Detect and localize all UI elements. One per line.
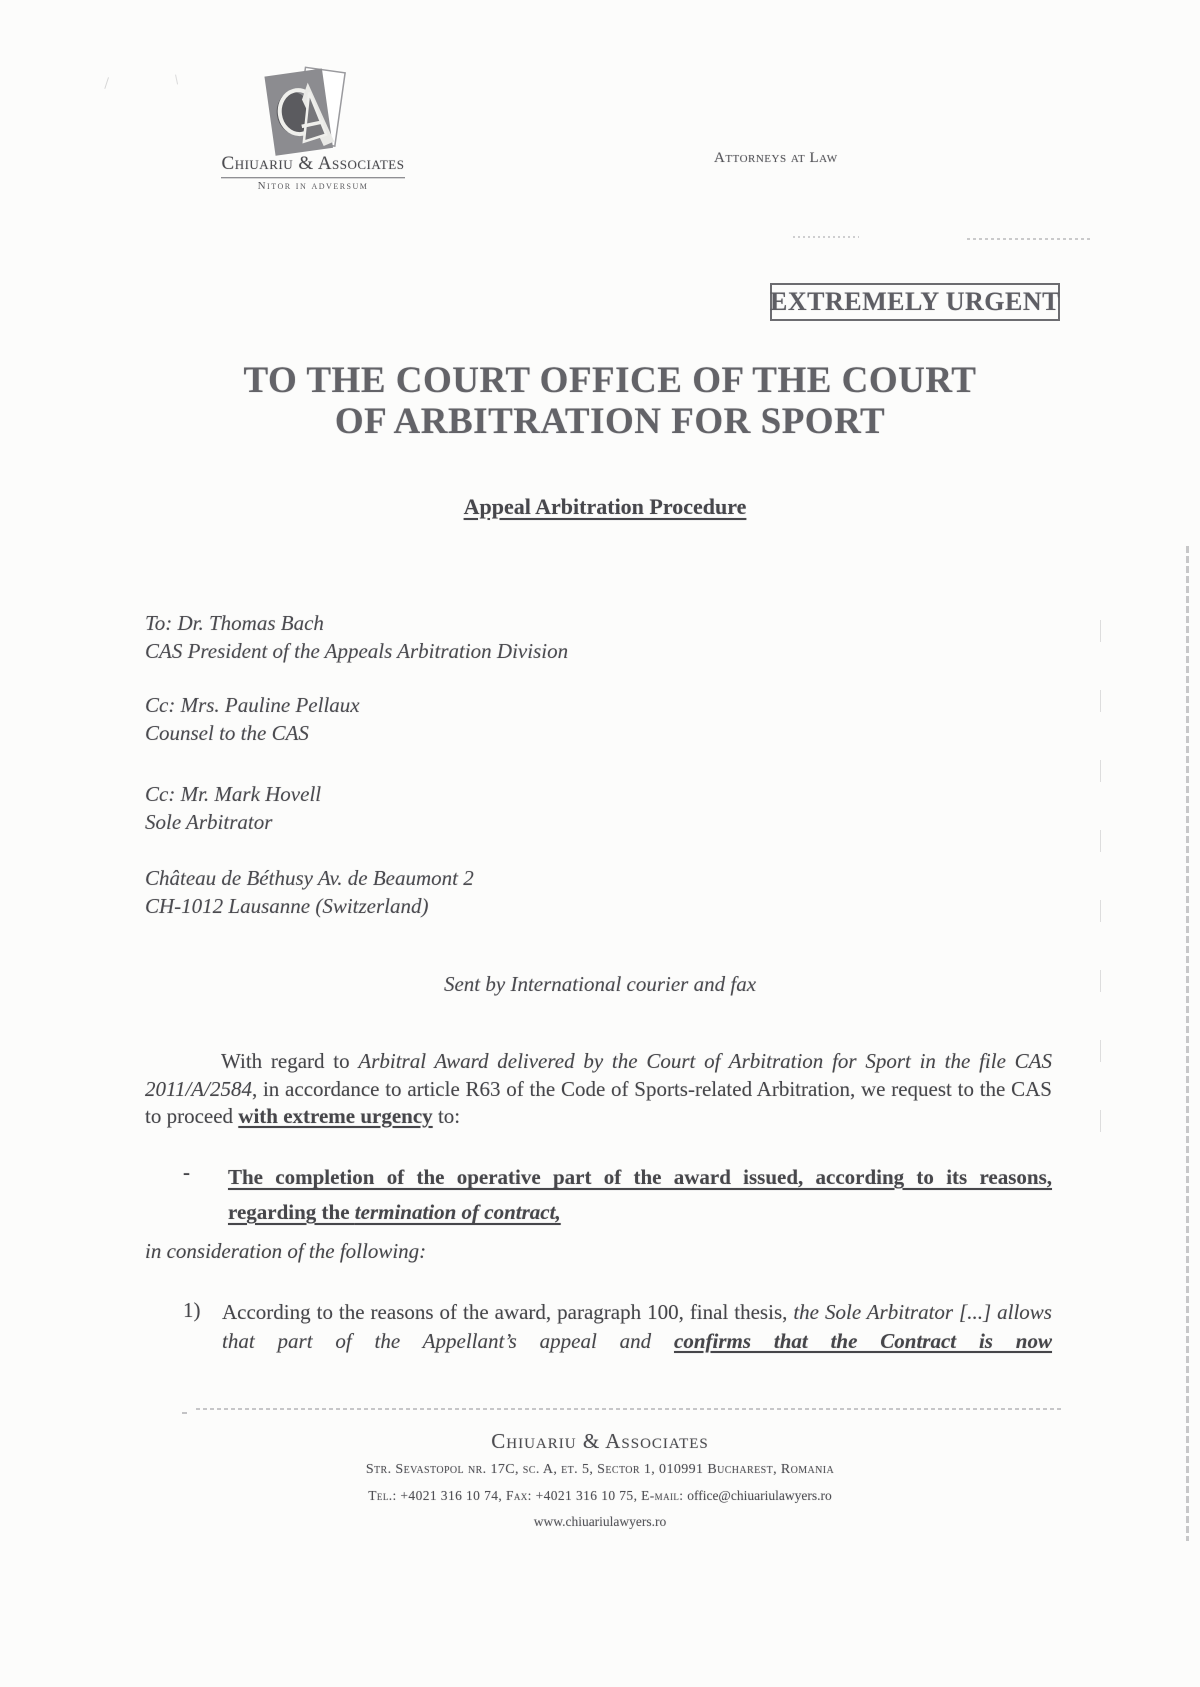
list-item-1 bbox=[222, 1298, 1052, 1355]
scan-artifact-vertical-line bbox=[1186, 546, 1189, 1541]
footer-email: office@chiuariulawyers.ro bbox=[687, 1488, 832, 1503]
footer-tel-fax: Tel.: +4021 316 10 74, Fax: +4021 316 10 75, E-mail: bbox=[368, 1488, 688, 1503]
letterhead-firm-name: Chiuariu & Associates bbox=[221, 153, 405, 174]
footer-website: www.chiuariulawyers.ro bbox=[533, 1514, 667, 1529]
footer-address: Str. Sevastopol nr. 17C, sc. A, et. 5, Sector 1, 010991 Bucharest, Romania bbox=[365, 1462, 835, 1477]
firm-logo bbox=[260, 64, 354, 160]
opening-paragraph bbox=[145, 1048, 1052, 1131]
recipient-line: To: Dr. Thomas Bach bbox=[145, 611, 324, 635]
item-plain-text: According to the reasons of the award, paragraph 100, final thesis, bbox=[222, 1300, 794, 1324]
recipient-line: Sole Arbitrator bbox=[145, 810, 273, 834]
recipient-line: Counsel to the CAS bbox=[145, 721, 309, 745]
urgent-stamp bbox=[770, 283, 1060, 321]
scan-artifact-dotted-line bbox=[793, 236, 859, 238]
footer-contact-line bbox=[145, 1488, 1055, 1504]
scan-speck bbox=[182, 1412, 187, 1414]
scan-speck bbox=[104, 77, 114, 91]
item-emphasis-text: confirms that the Contract is now bbox=[674, 1328, 1052, 1353]
document-title-line1: TO THE COURT OFFICE OF THE COURT bbox=[243, 360, 977, 401]
recipient-to-block bbox=[145, 609, 905, 665]
item-italic-text: the Sole Arbitrator [...] allows that part of the Appellant’s appeal and bbox=[222, 1300, 1052, 1353]
list-item-number: 1) bbox=[183, 1298, 201, 1322]
footer-firm-name: Chiuariu & Associates bbox=[491, 1429, 709, 1453]
document-title bbox=[150, 360, 1070, 442]
scan-artifact-dotted-line bbox=[967, 238, 1091, 240]
recipient-line: Château de Béthusy Av. de Beaumont 2 bbox=[145, 866, 474, 890]
bullet-marker: - bbox=[183, 1160, 190, 1184]
letterhead-motto: Nitor in adversum bbox=[257, 180, 369, 192]
paragraph-text: to: bbox=[432, 1104, 461, 1128]
recipient-cc-block bbox=[145, 780, 905, 836]
firm-logo-icon bbox=[260, 64, 354, 160]
paragraph-text: With regard to bbox=[221, 1049, 359, 1073]
consideration-line: in consideration of the following: bbox=[145, 1239, 427, 1263]
paragraph-emphasis-text: with extreme urgency bbox=[238, 1104, 433, 1128]
bullet-bold-text: The completion of the operative part of the award issued, according to its reasons, regarding the bbox=[228, 1165, 1052, 1224]
recipient-line: Cc: Mr. Mark Hovell bbox=[145, 782, 322, 806]
recipient-address-block bbox=[145, 864, 905, 920]
scan-artifact-vertical-line bbox=[1100, 620, 1101, 1150]
delivery-note: Sent by International courier and fax bbox=[443, 972, 757, 996]
document-subtitle: Appeal Arbitration Procedure bbox=[463, 494, 747, 519]
urgent-stamp-text: EXTREMELY URGENT bbox=[770, 287, 1060, 316]
request-bullet bbox=[228, 1160, 1052, 1230]
recipient-line: CH-1012 Lausanne (Switzerland) bbox=[145, 894, 429, 918]
footer-divider bbox=[196, 1408, 1064, 1410]
scan-speck bbox=[175, 73, 183, 84]
document-title-line2: OF ARBITRATION FOR SPORT bbox=[334, 401, 886, 442]
paragraph-italic-text: Arbitral Award delivered by the Court of Arbitration for Sport in the file CAS 2011/A/2584 bbox=[145, 1049, 1052, 1101]
recipient-cc-block bbox=[145, 691, 905, 747]
letterhead-rule bbox=[221, 177, 405, 178]
letterhead-attorneys-label: Attorneys at Law bbox=[714, 150, 838, 166]
recipient-line: Cc: Mrs. Pauline Pellaux bbox=[145, 693, 360, 717]
letterhead-firm-block bbox=[200, 153, 426, 192]
bullet-bold-italic-text: termination of contract, bbox=[354, 1200, 561, 1224]
paragraph-text: , in accordance to article R63 of the Code of Sports-related Arbitration, we request to the CAS to proceed bbox=[145, 1076, 1052, 1128]
recipient-line: CAS President of the Appeals Arbitration Division bbox=[145, 639, 569, 663]
